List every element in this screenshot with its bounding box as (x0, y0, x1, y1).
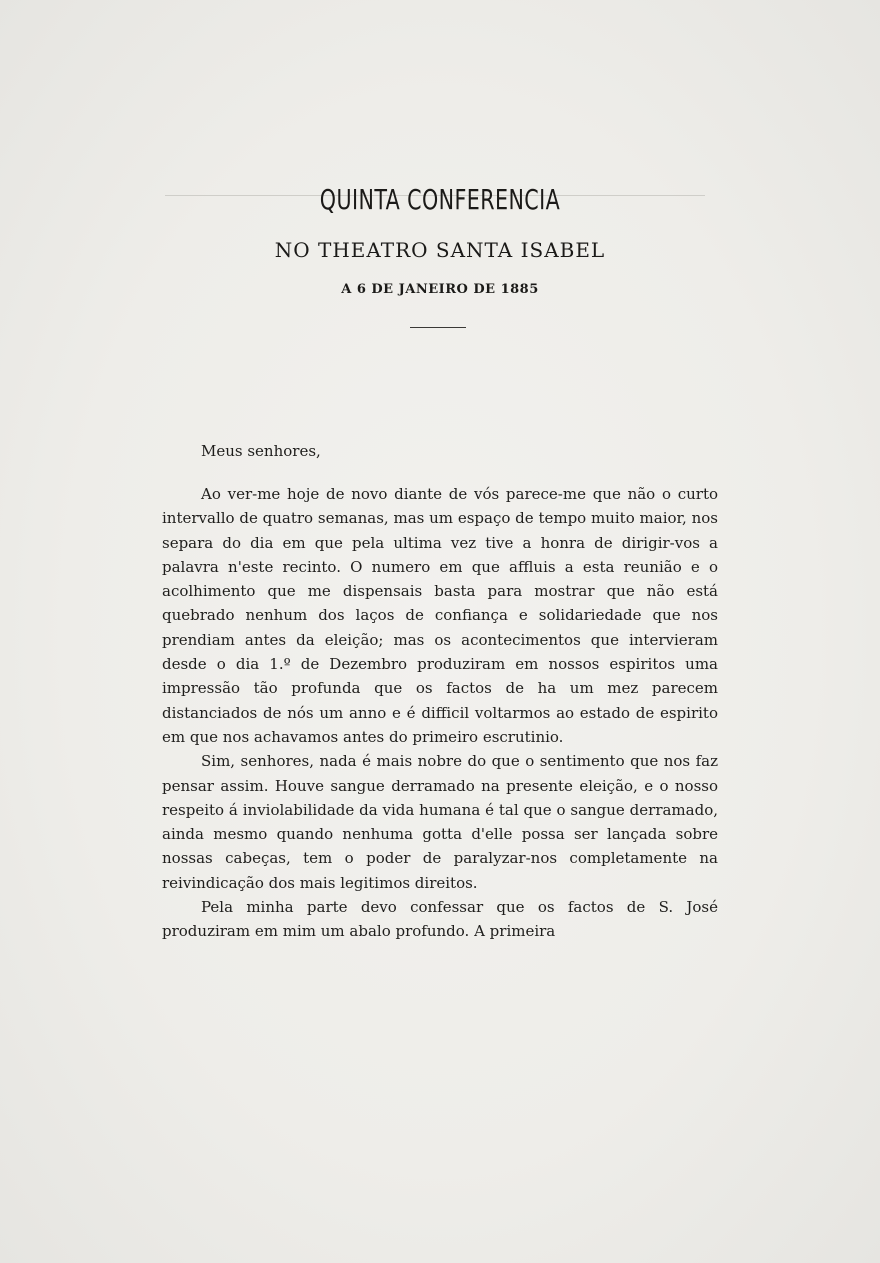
paragraph: Sim, senhores, nada é mais nobre do que o sentimento que nos faz pensar assim. Houve sangue derramado na presente eleição, e o nosso respeito á inviolabilidade da vida humana é tal que o sangue derramado, ainda mesmo quando nenhuma gotta d'elle possa ser lançada sobre nossas cabeças, tem o poder de paralyzar-nos completamente na reivindicação dos mais legitimos direitos. (162, 752, 718, 892)
lecture-date: A 6 DE JANEIRO DE 1885 (341, 282, 539, 297)
paragraph: Ao ver-me hoje de novo diante de vós parece-me que não o curto intervallo de quatro semanas, mas um espaço de tempo muito maior, nos separa do dia em que pela ultima vez tive a honra de dirigir-vos a palavra n'este recinto. O numero em que affluis a esta reunião e o acolhimento que me dispensais basta para mostrar que não está quebrado nenhum dos laços de confiança e solidariedade que nos prendiam antes da eleição; mas os acontecimentos que intervieram desde o dia 1.º de Dezembro produziram em nossos espiritos uma impressão tão profunda que os factos de ha um mez parecem distanciados de nós um anno e é difficil voltarmos ao estado de espirito em que nos achavamos antes do primeiro escrutinio. (162, 485, 718, 746)
title-divider (410, 327, 466, 328)
salutation: Meus senhores, (201, 442, 321, 460)
chapter-title: QUINTA CONFERENCIA (319, 183, 561, 216)
paragraph: Pela minha parte devo confessar que os factos de S. José produziram em mim um abalo profundo. A primeira (162, 898, 718, 941)
body-text (162, 482, 718, 944)
venue-subtitle: NO THEATRO SANTA ISABEL (274, 238, 606, 262)
